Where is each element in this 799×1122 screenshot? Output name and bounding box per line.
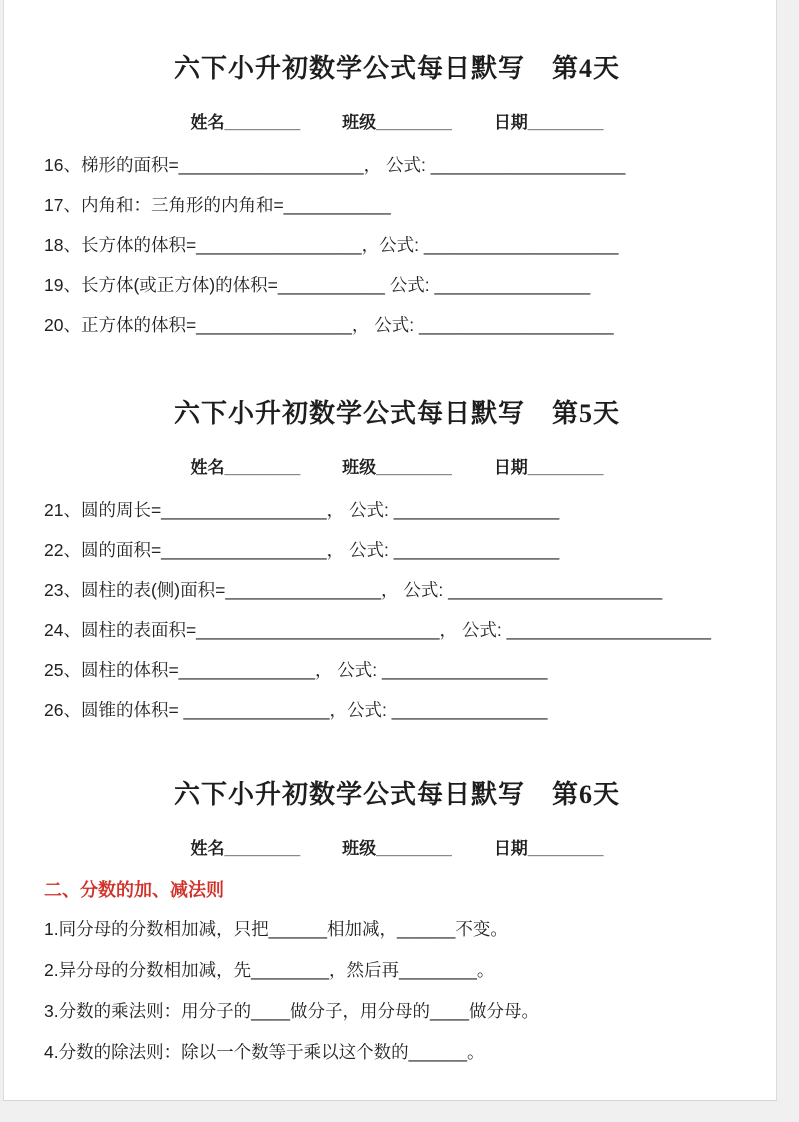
question-line-25: 25、圆柱的体积=______________， 公式: _________________ (44, 660, 548, 680)
question-line-24: 24、圆柱的表面积=_________________________， 公式: _____________________ (44, 620, 711, 640)
rule-item-list (44, 909, 750, 1073)
question-line-19: 19、长方体(或正方体)的体积=___________ 公式: ________________ (44, 275, 591, 295)
name-field: 姓名________ (190, 113, 301, 132)
class-field: 班级________ (342, 458, 452, 477)
question-list (44, 490, 750, 730)
question-line-26: 26、圆锥的体积= _______________，公式: ________________ (44, 700, 548, 720)
worksheet-title-day4: 六下小升初数学公式每日默写 第4天 (173, 54, 620, 83)
meta-row (44, 453, 750, 478)
worksheet-page (3, 0, 777, 1101)
worksheet-section-day5 (44, 397, 750, 730)
name-field: 姓名________ (190, 839, 301, 858)
question-line-18: 18、长方体的体积=_________________，公式: ____________________ (44, 235, 619, 255)
question-list (44, 145, 750, 345)
name-field: 姓名________ (190, 458, 301, 477)
class-field: 班级________ (342, 839, 452, 858)
worksheet-section-day6 (44, 778, 750, 1073)
question-line-20: 20、正方体的体积=________________， 公式: ____________________ (44, 315, 614, 335)
worksheet-title-day5: 六下小升初数学公式每日默写 第5天 (173, 399, 620, 428)
rule-item-4: 4.分数的除法则：除以一个数等于乘以这个数的______。 (44, 1042, 485, 1062)
date-field: 日期________ (493, 113, 604, 132)
question-line-21: 21、圆的周长=_________________， 公式: _________________ (44, 500, 560, 520)
date-field: 日期________ (493, 839, 604, 858)
worksheet-section-day4 (44, 0, 750, 345)
question-line-23: 23、圆柱的表(侧)面积=________________， 公式: ______________________ (44, 580, 663, 600)
rule-item-2: 2.异分母的分数相加减，先________，然后再________。 (44, 960, 495, 980)
question-line-16: 16、梯形的面积=___________________， 公式: ____________________ (44, 155, 626, 175)
worksheet-title-day6: 六下小升初数学公式每日默写 第6天 (173, 780, 620, 809)
question-line-17: 17、内角和：三角形的内角和=___________ (44, 195, 391, 215)
fraction-rules-heading: 二、分数的加、减法则 (44, 880, 224, 900)
rule-item-3: 3.分数的乘法则：用分子的____做分子，用分母的____做分母。 (44, 1001, 539, 1021)
rule-item-1: 1.同分母的分数相加减，只把______相加减，______不变。 (44, 919, 508, 939)
date-field: 日期________ (493, 458, 604, 477)
class-field: 班级________ (342, 113, 452, 132)
question-line-22: 22、圆的面积=_________________， 公式: _________________ (44, 540, 560, 560)
meta-row (44, 834, 750, 859)
meta-row (44, 108, 750, 133)
